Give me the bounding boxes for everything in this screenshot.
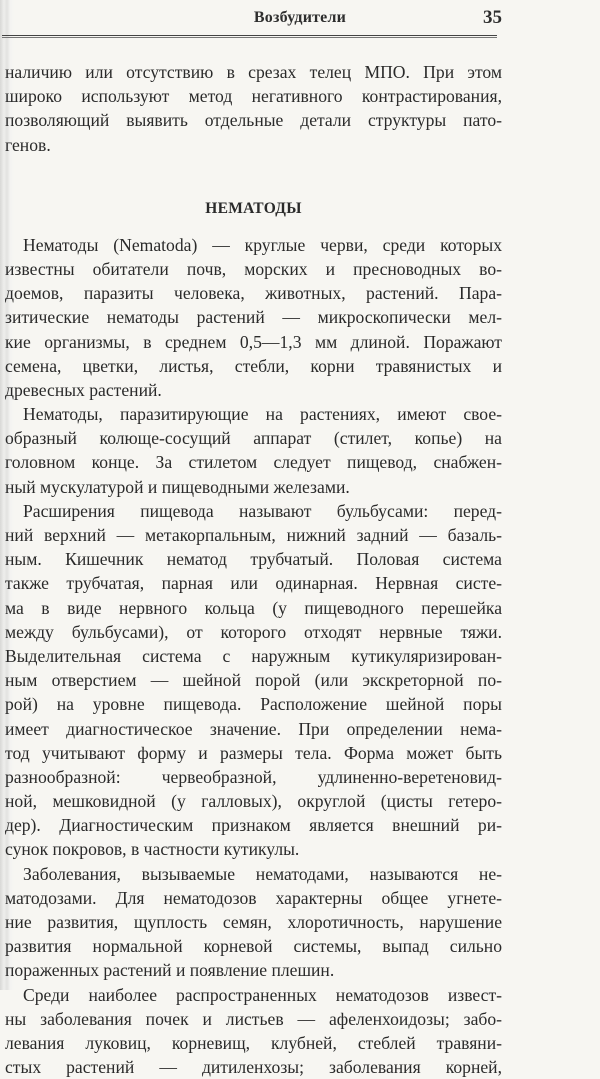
paragraph-1 [5, 233, 502, 402]
text-line: имеет диагностическое значение. При определении нема- [5, 718, 502, 739]
text-line: ма в виде нервного кольца (у пищеводного перешейка [5, 597, 502, 618]
text-line: ным. Кишечник нематод трубчатый. Половая система [5, 549, 502, 570]
text-line: ний верхний — метакорпальным, нижний задний — базаль- [5, 525, 502, 545]
text-line: развития нормальной корневой системы, выпад сильно [5, 936, 502, 957]
intro-paragraph [5, 60, 502, 157]
text-line: стых растений — дитиленхозы; заболевания корней, [5, 1057, 502, 1078]
page-number: 35 [483, 7, 502, 28]
text-line: ным отверстием — шейной порой (или экскреторной по- [5, 670, 502, 691]
text-line: Расширения пищевода называют бульбусами: перед- [23, 500, 502, 521]
text-line: рой) на уровне пищевода. Расположение шейной поры [5, 694, 502, 715]
text-line: между бульбусами), от которого отходят нервные тяжи. [5, 621, 502, 642]
text-line: ние развития, щуплость семян, хлоротичность, нарушение [5, 912, 502, 932]
text-line: Среди наиболее распространенных нематодозов извест- [23, 984, 502, 1005]
text-line: древесных растений. [5, 379, 162, 400]
text-line: Нематоды, паразитирующие на растениях, имеют свое- [23, 404, 502, 425]
text-line: кие организмы, в среднем 0,5—1,3 мм длиной. Поражают [5, 331, 502, 352]
text-line: позволяющий выявить отдельные детали структуры пато- [5, 110, 502, 131]
text-line: ный мускулатурой и пищеводными железами. [5, 476, 350, 497]
text-line: дер). Диагностическим признаком является внешний ри- [5, 815, 502, 836]
text-line: наличию или отсутствию в срезах телец МПО. При этом [5, 62, 502, 82]
text-line: зитические нематоды растений — микроскопически мел- [5, 307, 502, 328]
running-title: Возбудители [253, 9, 347, 26]
text-line: ны заболевания почек и листьев — афеленхоидозы; забо- [5, 1008, 502, 1029]
text-line: семена, цветки, листья, стебли, корни травянистых и [5, 355, 502, 376]
text-line: Нематоды (Nematoda) — круглые черви, среди которых [23, 234, 502, 255]
text-line: разнообразной: червеобразной, удлиненно-веретеновид- [5, 766, 502, 787]
body-text [5, 60, 502, 1079]
text-line: известны обитатели почв, морских и пресноводных во- [5, 258, 502, 279]
text-line: образный колюще-сосущий аппарат (стилет, копье) на [5, 428, 502, 449]
text-line: пораженных растений и появление плешин. [5, 960, 335, 981]
header-rule [2, 35, 497, 38]
text-line: сунок покровов, в частности кутикулы. [5, 839, 300, 860]
paragraph-4 [5, 862, 502, 983]
running-head [0, 7, 600, 31]
text-line: головном конце. За стилетом следует пищевод, снабжен- [5, 452, 502, 473]
text-line: генов. [5, 134, 51, 155]
text-line: левания луковиц, корневищ, клубней, стеблей травяни- [5, 1032, 502, 1053]
text-line: Выделительная система с наружным кутикуляризирован- [5, 645, 502, 666]
text-line: матодозами. Для нематодозов характерны общее угнете- [5, 887, 502, 908]
text-line: Заболевания, вызываемые нематодами, называются не- [23, 863, 502, 884]
paragraph-2 [5, 402, 502, 499]
paragraph-3 [5, 499, 502, 862]
text-line: тод учитывают форму и размеры тела. Форма может быть [5, 742, 502, 763]
paragraph-5 [5, 983, 502, 1079]
section-heading: НЕМАТОДЫ [205, 199, 302, 217]
text-line: также трубчатая, парная или одинарная. Нервная систе- [5, 573, 502, 594]
text-line: широко используют метод негативного контрастирования, [5, 86, 502, 107]
text-line: ной, мешковидной (у галловых), округлой (цисты гетеро- [5, 791, 502, 812]
text-line: доемов, паразиты человека, животных, растений. Пара- [5, 283, 502, 304]
